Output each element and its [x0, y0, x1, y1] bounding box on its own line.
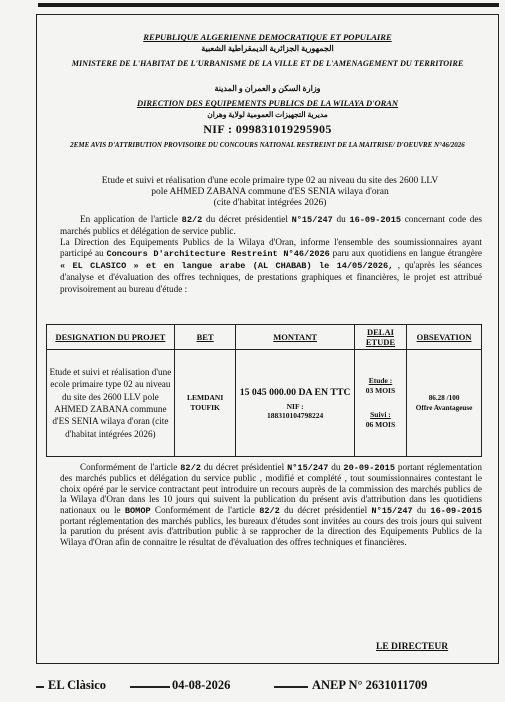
- col-header-observation: OBSEVATION: [407, 325, 482, 350]
- etude-value: 03 MOIS: [365, 386, 396, 395]
- body-paragraph-1: [60, 214, 482, 295]
- project-intro: [60, 176, 480, 209]
- suivi-value: 06 MOIS: [365, 420, 396, 429]
- top-rule: [38, 3, 499, 7]
- footer-rule: [36, 686, 44, 688]
- footer-rule: [130, 686, 170, 688]
- information-paragraph: La Direction des Equipements Publics de la Wilaya d'Oran, informe l'ensemble des soumissionnaires ayant participé au Concours D'architecture Restreint N°46/2026 paru aux quotidiens en langue étrangère « EL CLASICO » et en langue arabe (AL CHABAB) le 14/05/2026, , qu'après les séances d'analyse et d'évaluation des offres techniques, de prestations graphiques et financières, le projet est attribué provisoirement au bureau d'étude :: [60, 237, 482, 294]
- col-header-bet: BET: [174, 325, 236, 350]
- observation-value: Offre Avantageuse: [415, 404, 473, 412]
- nif-number: NIF : 099831019295905: [203, 122, 332, 136]
- nif-label: NIF :: [286, 401, 304, 411]
- direction-title-arabic: مديرية التجهيزات العمومية لولاية وهران: [207, 110, 328, 119]
- cell-designation: Etude et suivi et réalisation d'une ecole primaire type 02 au niveau du site des 2600 LLV pole AHMED ZABANA commune d'ES SENIA wilaya d'oran (cite d'habitat intégrées 2026): [47, 350, 175, 457]
- application-paragraph: En application de l'article 82/2 du décret présidentiel N°15/247 du 16-09-2015 concernant code des marchés publics et délégation de service public.: [60, 214, 482, 237]
- footer-journal: EL Clàsico: [48, 678, 106, 692]
- table-header-row: [47, 325, 482, 350]
- signature-director: LE DIRECTEUR: [376, 642, 449, 652]
- col-header-delai: DELAI ETUDE: [354, 325, 406, 350]
- cell-bet: LEMDANI TOUFIK: [174, 350, 236, 457]
- attribution-table: [46, 324, 482, 457]
- direction-title: DIRECTION DES EQUIPEMENTS PUBLICS DE LA WILAYA D'ORAN: [136, 98, 399, 108]
- intro-line-3: (cite d'habitat intégrées 2026): [213, 198, 327, 208]
- recourse-paragraph: Conformément de l'article 82/2 du décret présidentiel N°15/247 du 20-09-2015 portant réglementation des marchés publics et délégation du service public , modifié et complété , tout soumissionnaires contestant le choix opéré par le service contractant peut introduire un recours auprès de la commission des marchés publics de la Wilaya d'Oran dans les 10 jours qui suivent la publication du présent avis d'attribution dans les quotidiens nationaux ou le BOMOP Conformément de l'article 82/2 du décret présidentiel N°15/247 du 16-09-2015 portant réglementation des marchés publics, les bureaux d'études sont invitées au cours des trois jours qui suivent la parution du présent avis d'attribution public à se rapprocher de la direction des Equipements Publics de la Wilaya d'Oran afin de connaitre le résultat de d'évaluation des offres techniques et financières.: [60, 462, 482, 547]
- footer-rule: [274, 686, 308, 688]
- intro-line-1: Etude et suivi et réalisation d'une ecole primaire type 02 au niveau du site des 2600 LLV: [101, 176, 439, 186]
- col-header-montant: MONTANT: [236, 325, 354, 350]
- republic-title: REPUBLIQUE ALGERIENNE DEMOCRATIQUE ET POPULAIRE: [143, 32, 392, 42]
- avis-title: 2EME AVIS D'ATTRIBUTION PROVISOIRE DU CONCOURS NATIONAL RESTREINT DE LA MAITRISE/ D'OEUVRE N°46/2026: [70, 141, 465, 149]
- score-value: 86.28 /100: [428, 394, 460, 402]
- etude-label: Etude :: [368, 376, 393, 385]
- ministry-title-arabic: وزارة السكن و العمران و المدينة: [214, 84, 321, 93]
- intro-line-2: pole AHMED ZABANA commune d'ES SENIA wilaya d'oran: [151, 187, 389, 197]
- col-header-designation: DESIGNATION DU PROJET: [47, 325, 175, 350]
- cell-observation: [407, 350, 482, 457]
- republic-title-arabic: الجمهورية الجزائرية الديمقراطية الشعبية: [201, 44, 334, 53]
- footer-date: 04-08-2026: [172, 678, 231, 692]
- suivi-label: Suivi :: [370, 410, 391, 419]
- body-paragraph-2: [60, 462, 482, 547]
- nif-value: 188310104798224: [267, 410, 324, 420]
- footer-bar: [36, 676, 499, 696]
- footer-anep: ANEP N° 2631011709: [312, 678, 428, 692]
- ministry-title: MINISTERE DE L'HABITAT DE L'URBANISME DE LA VILLE ET DE L'AMENAGEMENT DU TERRITOIRE: [71, 59, 464, 68]
- cell-montant: [236, 350, 354, 457]
- cell-delai: [354, 350, 406, 457]
- table-row: [47, 350, 482, 457]
- montant-value: 15 045 000.00 DA EN TTC: [239, 386, 351, 398]
